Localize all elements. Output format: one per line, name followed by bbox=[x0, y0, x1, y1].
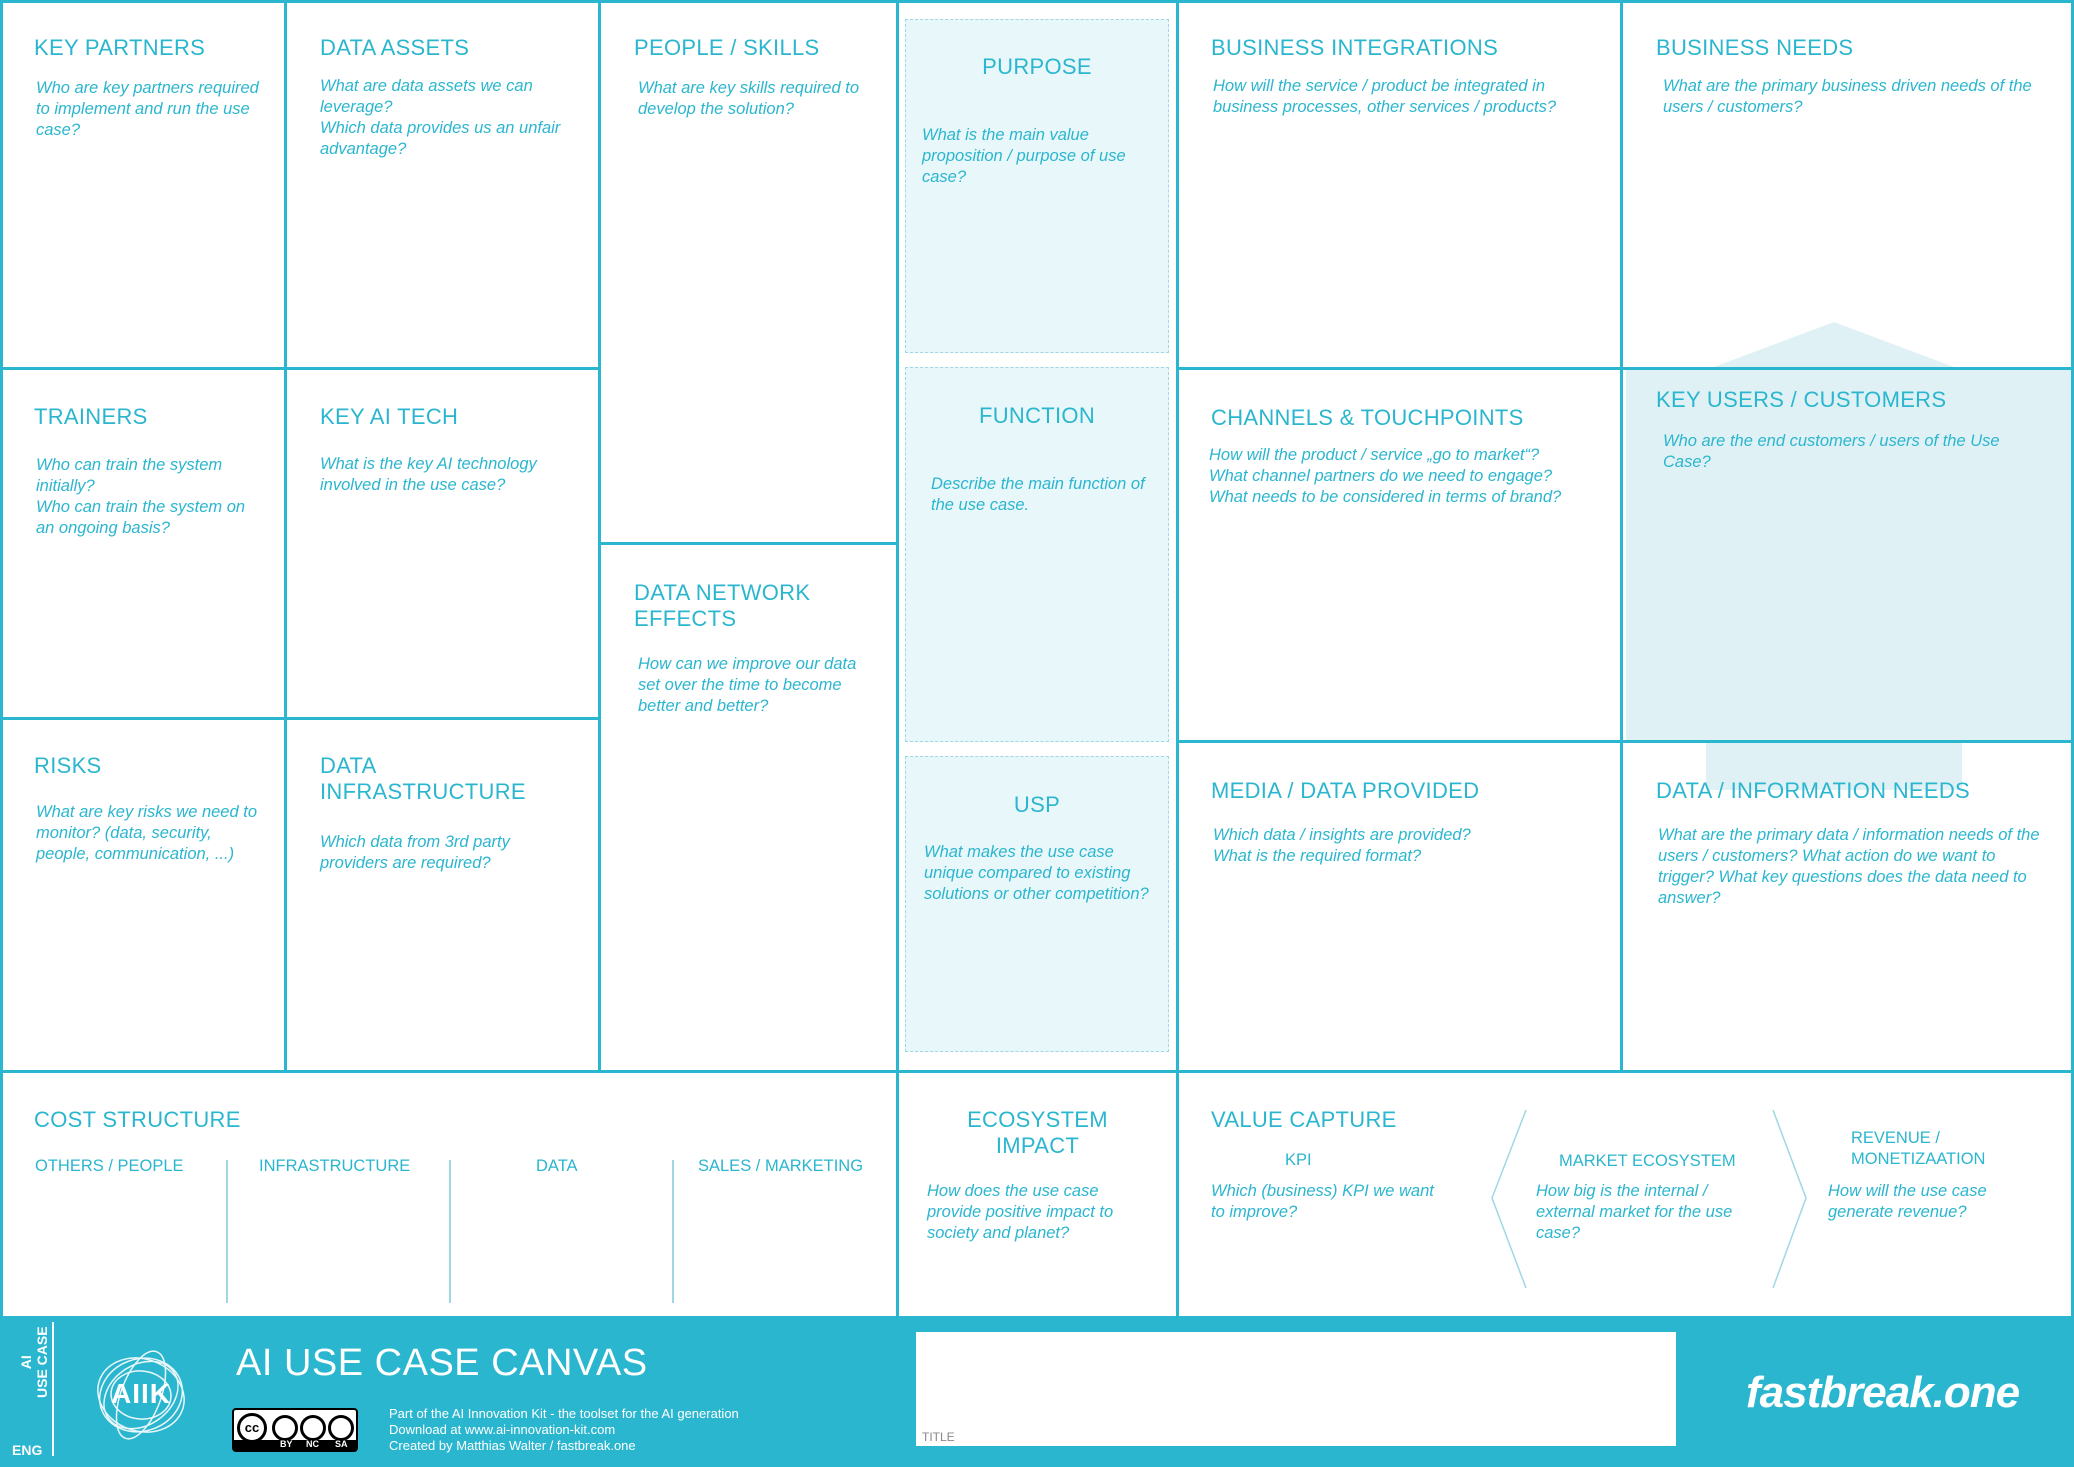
data-assets-question: What are data assets we can leverage? Which data provides us an unfair advantage? bbox=[320, 77, 561, 158]
trainers-question: Who can train the system initially? Who can train the system on an ongoing basis? bbox=[36, 456, 246, 537]
grid-line bbox=[0, 0, 3, 1316]
key-ai-tech-title: KEY AI TECH bbox=[320, 404, 459, 429]
cc-license-badge bbox=[232, 1408, 358, 1452]
key-users-title: KEY USERS / CUSTOMERS bbox=[1656, 387, 1947, 412]
media-data-question: Which data / insights are provided? What is the required format? bbox=[1213, 826, 1471, 865]
side-label bbox=[4, 1326, 50, 1458]
kpi-question: Which (business) KPI we want to improve? bbox=[1211, 1182, 1434, 1221]
risks-question: What are key risks we need to monitor? (data, security, people, communication, ...) bbox=[36, 803, 258, 863]
data-network-question: How can we improve our data set over the time to become better and better? bbox=[638, 655, 857, 715]
grid-line bbox=[0, 717, 598, 720]
data-infrastructure-title: DATA INFRASTRUCTURE bbox=[320, 753, 526, 804]
media-data-title: MEDIA / DATA PROVIDED bbox=[1211, 778, 1480, 803]
footer-bar bbox=[0, 1316, 2074, 1467]
ecosystem-question: How does the use case provide positive impact to society and planet? bbox=[927, 1182, 1114, 1242]
usp-question: What makes the use case unique compared to existing solutions or other competition? bbox=[924, 843, 1149, 903]
channels-title: CHANNELS & TOUCHPOINTS bbox=[1211, 405, 1524, 430]
key-partners-question: Who are key partners required to implement and run the use case? bbox=[36, 79, 259, 139]
cost-divider bbox=[449, 1160, 451, 1303]
channels-question: How will the product / service „go to market“? What channel partners do we need to engage? What needs to be considered in terms of brand? bbox=[1209, 446, 1562, 506]
market-ecosystem-title: MARKET ECOSYSTEM bbox=[1559, 1152, 1736, 1170]
grid-line bbox=[0, 1070, 2074, 1073]
info-line-1: Part of the AI Innovation Kit - the toolset for the AI generation bbox=[389, 1406, 739, 1421]
info-line-3: Created by Matthias Walter / fastbreak.one bbox=[389, 1438, 636, 1453]
market-ecosystem-question: How big is the internal / external market for the use case? bbox=[1536, 1182, 1733, 1242]
grid-line bbox=[600, 542, 898, 545]
grid-line bbox=[284, 0, 287, 1072]
grid-line bbox=[1178, 367, 2074, 370]
business-needs-title: BUSINESS NEEDS bbox=[1656, 35, 1854, 60]
title-input[interactable] bbox=[916, 1332, 1676, 1446]
purpose-title: PURPOSE bbox=[982, 54, 1092, 79]
data-network-title: DATA NETWORK EFFECTS bbox=[634, 580, 811, 631]
grid-line bbox=[598, 0, 601, 1072]
usp-title: USP bbox=[1013, 792, 1061, 817]
ecosystem-title: ECOSYSTEM IMPACT bbox=[967, 1107, 1108, 1158]
canvas-title: AI USE CASE CANVAS bbox=[236, 1342, 648, 1384]
business-integrations-question: How will the service / product be integrated in business processes, other services / products? bbox=[1213, 77, 1556, 116]
kpi-title: KPI bbox=[1285, 1151, 1312, 1169]
grid-line bbox=[0, 367, 598, 370]
nc-icon bbox=[300, 1415, 326, 1441]
cost-divider bbox=[226, 1160, 228, 1303]
business-integrations-title: BUSINESS INTEGRATIONS bbox=[1211, 35, 1499, 60]
value-capture-title: VALUE CAPTURE bbox=[1211, 1107, 1397, 1132]
side-divider bbox=[52, 1322, 54, 1456]
cost-structure-title: COST STRUCTURE bbox=[34, 1107, 241, 1132]
trainers-title: TRAINERS bbox=[34, 404, 148, 429]
key-users-question: Who are the end customers / users of the Use Case? bbox=[1663, 432, 2000, 471]
data-infrastructure-question: Which data from 3rd party providers are required? bbox=[320, 833, 510, 872]
revenue-question: How will the use case generate revenue? bbox=[1828, 1182, 1987, 1221]
cc-icon: cc bbox=[237, 1413, 267, 1443]
aiik-logo bbox=[90, 1344, 192, 1446]
revenue-title: REVENUE / MONETIZAATION bbox=[1851, 1129, 1986, 1168]
cc-strip bbox=[234, 1440, 356, 1450]
purpose-question: What is the main value proposition / purpose of use case? bbox=[922, 126, 1126, 186]
cost-sub-sales-marketing: SALES / MARKETING bbox=[698, 1157, 864, 1175]
grid-line bbox=[0, 0, 2074, 3]
cc-by-label: BY bbox=[280, 1439, 293, 1449]
side-label-ai-use-case: AI USE CASE bbox=[18, 1326, 50, 1398]
key-partners-title: KEY PARTNERS bbox=[34, 35, 206, 60]
risks-title: RISKS bbox=[34, 753, 102, 778]
people-skills-question: What are key skills required to develop the solution? bbox=[638, 79, 860, 118]
cost-sub-infrastructure: INFRASTRUCTURE bbox=[259, 1157, 411, 1175]
grid-line bbox=[1620, 0, 1623, 1072]
data-info-needs-title: DATA / INFORMATION NEEDS bbox=[1656, 778, 1970, 803]
cc-nc-label: NC bbox=[306, 1439, 319, 1449]
by-icon bbox=[272, 1415, 298, 1441]
grid-line bbox=[1176, 0, 1179, 1316]
grid-line bbox=[1178, 740, 2074, 743]
function-title: FUNCTION bbox=[978, 403, 1096, 428]
info-line-2: Download at www.ai-innovation-kit.com bbox=[389, 1422, 616, 1437]
aiik-logo-text: AIIK bbox=[111, 1378, 171, 1409]
function-question: Describe the main function of the use case. bbox=[931, 475, 1145, 514]
cost-sub-data: DATA bbox=[536, 1157, 578, 1175]
sa-icon bbox=[328, 1415, 354, 1441]
data-info-needs-question: What are the primary data / information needs of the users / customers? What action do we want to trigger? What key questions does the data need to answer? bbox=[1658, 826, 2040, 907]
business-needs-question: What are the primary business driven needs of the users / customers? bbox=[1663, 77, 2032, 116]
fastbreak-logo: fastbreak.one bbox=[1746, 1368, 2020, 1417]
cost-sub-others: OTHERS / PEOPLE bbox=[35, 1157, 184, 1175]
cost-divider bbox=[672, 1160, 674, 1303]
title-input-label: TITLE bbox=[922, 1430, 955, 1444]
key-users-fill bbox=[1626, 370, 2074, 740]
data-assets-title: DATA ASSETS bbox=[320, 35, 470, 60]
cc-sa-label: SA bbox=[335, 1439, 348, 1449]
key-ai-tech-question: What is the key AI technology involved in the use case? bbox=[320, 455, 537, 494]
people-skills-title: PEOPLE / SKILLS bbox=[634, 35, 820, 60]
side-label-lang: ENG bbox=[12, 1442, 43, 1458]
